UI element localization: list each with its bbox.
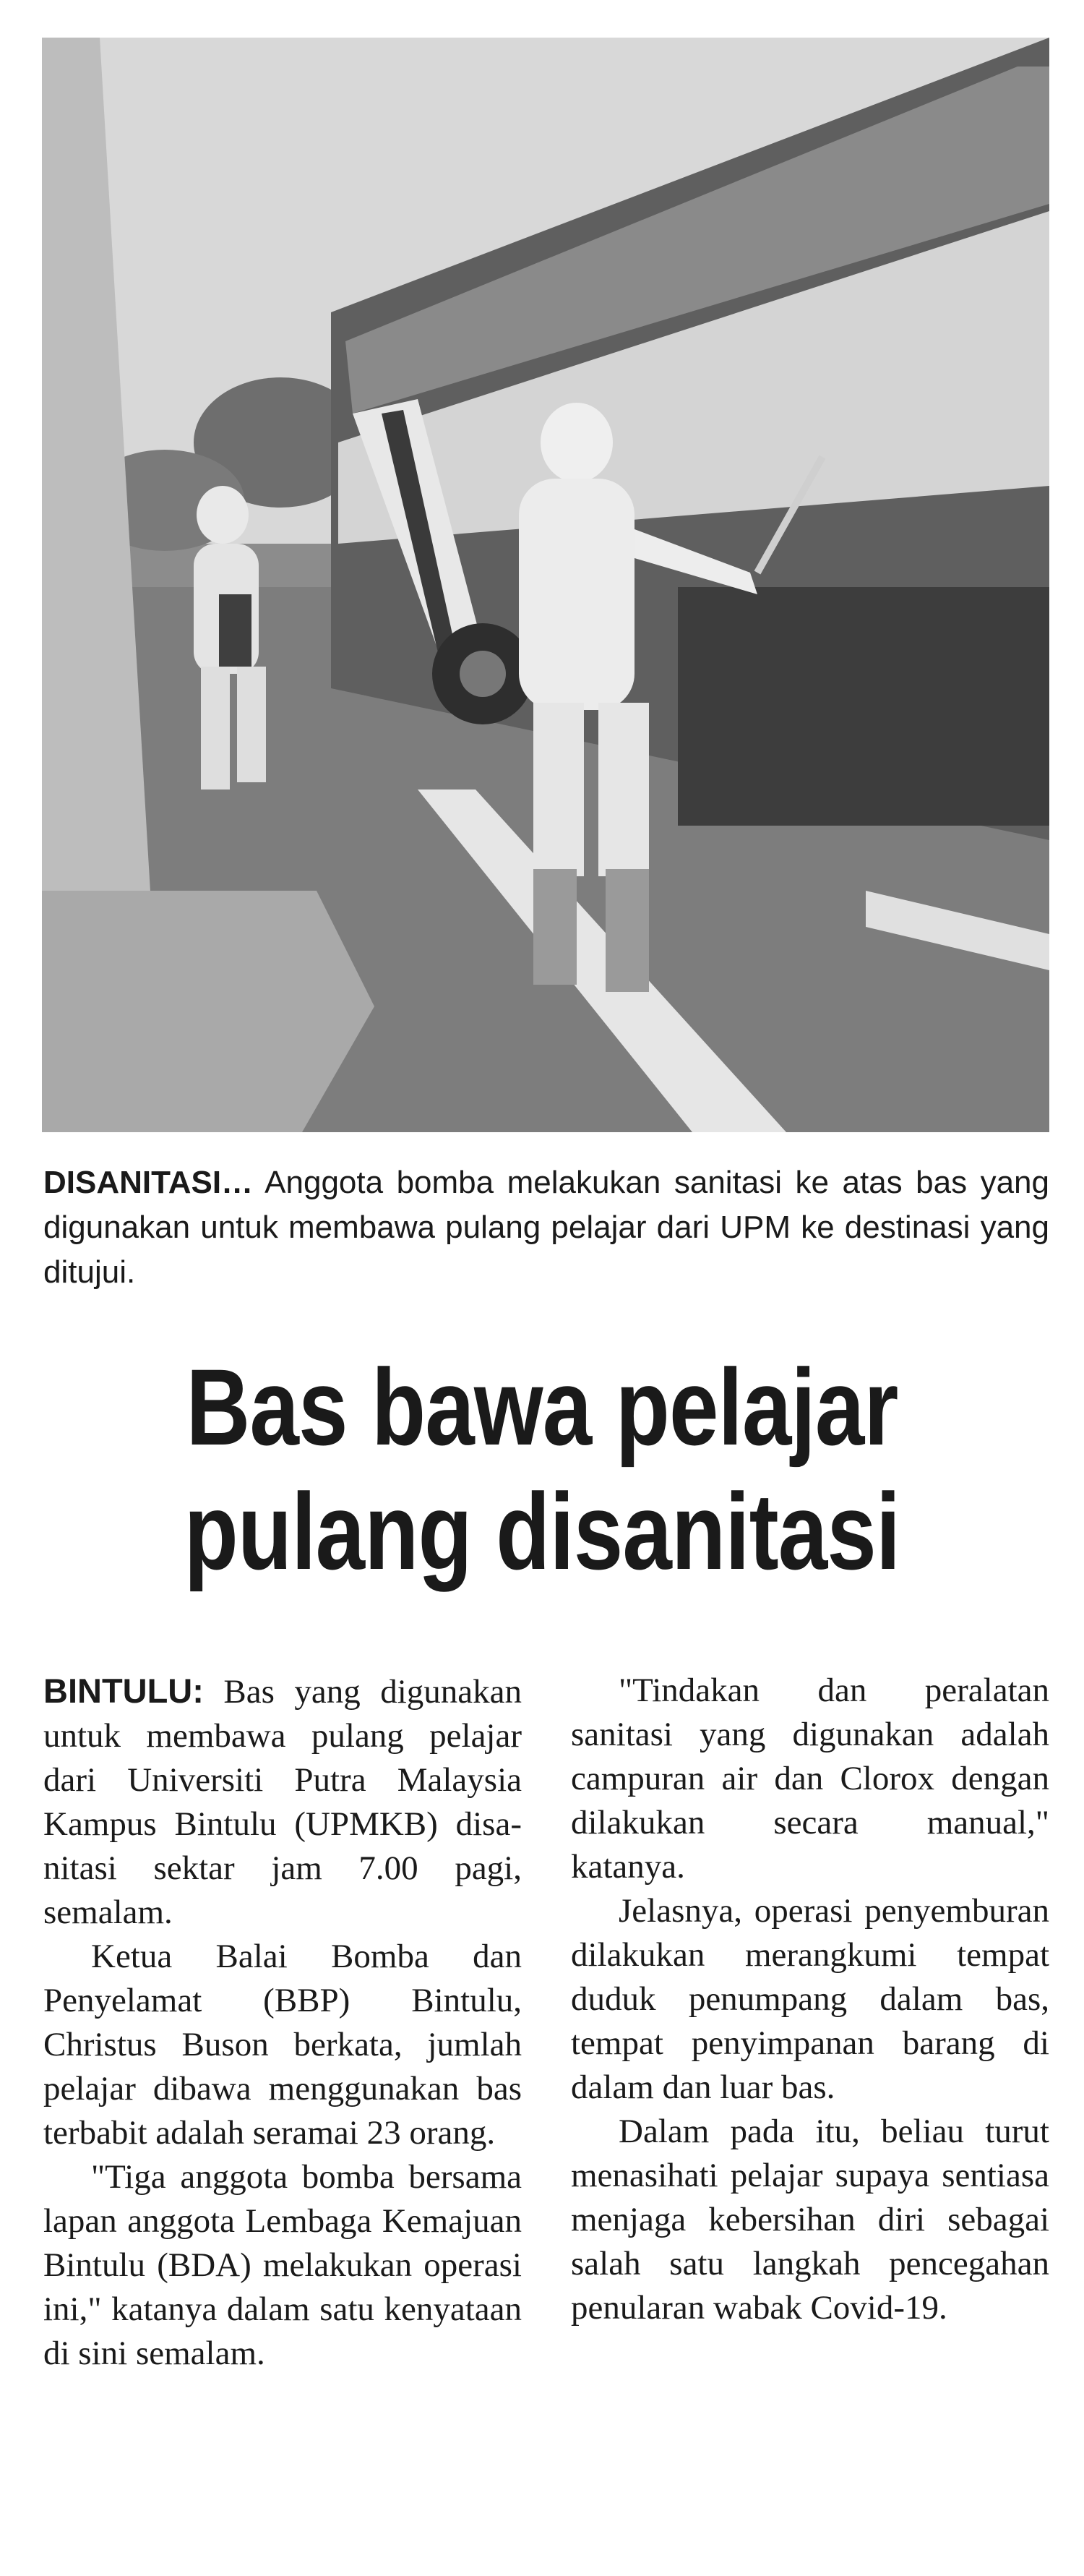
paragraph: "Tindakan dan peralatan sanitasi yang digunakan adalah campuran air dan Clorox dengan dilakukan secara manual," katanya. <box>571 1672 1049 1886</box>
photo-sanitizing-bus <box>42 38 1049 1132</box>
headline-line-1: Bas bawa pelajar <box>186 1346 898 1468</box>
article-column-1 <box>43 1669 522 2376</box>
paragraph <box>43 1669 522 1935</box>
paragraph: Ketua Balai Bomba dan Penyelamat (BBP) Bintulu, Christus Buson berkata, jumlah pelajar dibawa menggunakan bas terbabit adalah seramai 23 orang. <box>43 1938 522 2152</box>
article-column-2 <box>571 1669 1049 2376</box>
article-body <box>43 1669 1049 2376</box>
headline <box>98 1345 986 1593</box>
caption-text: Anggota bomba melakukan sanitasi ke atas bas yang digunakan untuk membawa pulang pelajar dari UPM ke destinasi yang ditujui. <box>43 1165 1049 1290</box>
photo-caption <box>43 1160 1049 1295</box>
paragraph: "Tiga anggota bomba bersama lapan anggota Lembaga Kemajuan Bintulu (BDA) melakukan operasi ini," katanya dalam satu kenyataan di sini semalam. <box>43 2158 522 2372</box>
dateline: BINTULU: <box>43 1672 204 1710</box>
paragraph: Jelasnya, operasi penyemburan dilakukan merangkumi tempat duduk penumpang dalam bas, tempat penyimpanan barang di dalam dan luar bas. <box>571 1892 1049 2106</box>
paragraph-text: Bas yang digunakan untuk membawa pulang pelajar dari Universiti Putra Malaysia Kampus Bintulu (UPMKB) disanitasi sektar jam 7.00 pagi, semalam. <box>43 1673 522 1931</box>
news-photo <box>42 38 1049 1132</box>
headline-line-2: pulang disanitasi <box>184 1471 900 1592</box>
caption-lead: DISANITASI… <box>43 1165 254 1200</box>
paragraph: Dalam pada itu, beliau turut menasihati pelajar supaya sentiasa menjaga kebersihan diri sebagai salah satu langkah pencegahan penularan wabak Covid-19. <box>571 2113 1049 2327</box>
